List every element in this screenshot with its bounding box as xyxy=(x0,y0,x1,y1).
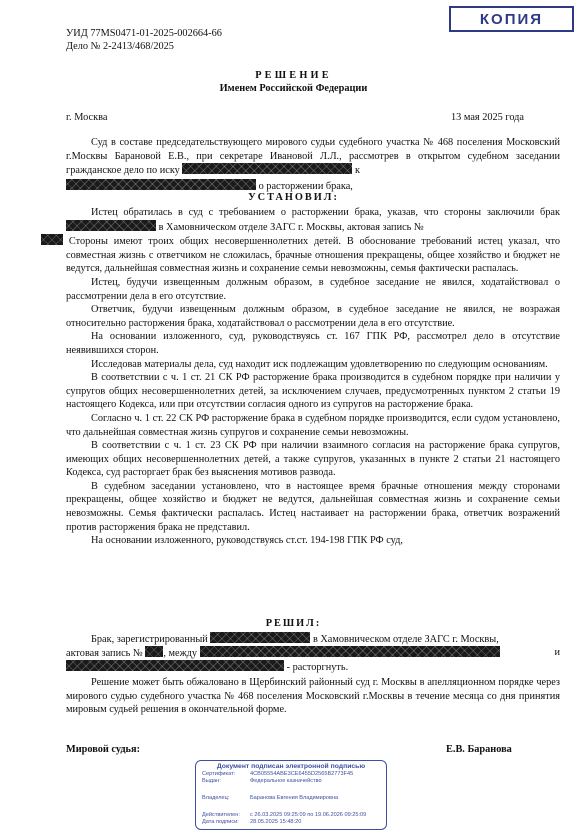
esign-owner: Баранова Евгения Владимировна xyxy=(250,795,339,801)
case-uid: УИД 77MS0471-01-2025-002664-66 xyxy=(66,28,222,39)
intro-text: Суд в составе председательствующего мирового судьи судебного участка № 468 поселения Московский г.Москвы Барановой Е.В., при секретаре Ивановой Л.Л., рассмотрев в открытом судебном заседании гражданское дело по иску xyxy=(66,137,560,177)
redacted-record-number xyxy=(41,234,63,245)
decided-c: актовая запись № xyxy=(66,648,143,659)
established-p8: В соответствии с ч. 1 ст. 23 СК РФ при наличии взаимного согласия на расторжение брака супругов, имеющих общих несовершеннолетних детей, а также супругов, указанных в пункте 2 статьи 21 настоящего Кодекса, суд расторгает брак без выяснения мотивов развода. xyxy=(66,440,560,479)
intro-tail: о расторжении брака, xyxy=(258,181,353,192)
case-number: Дело № 2-2413/468/2025 xyxy=(66,41,174,52)
intro-paragraph xyxy=(66,136,560,178)
redacted-party-1 xyxy=(200,646,500,657)
established-p1c: Стороны имеют троих общих несовершеннолетних детей. В обоснование требований истец указал, что совместная жизнь с ответчиком не сложилась, брачные отношения прекращены, общее хозяйство и бюджет не ведутся, дальнейшая совместная жизнь и сохранение семьи невозможны, семья фактически распалась. xyxy=(66,236,560,275)
redacted-party-2 xyxy=(66,660,284,671)
esign-issuer-label: Выдан: xyxy=(202,778,221,784)
section-established: УСТАНОВИЛ: xyxy=(248,192,339,203)
decided-e: и xyxy=(554,647,560,658)
judge-label: Мировой судья: xyxy=(66,744,141,755)
document-subtitle: Именем Российской Федерации xyxy=(219,83,368,94)
redacted-plaintiff xyxy=(182,163,352,174)
decided-d: , между xyxy=(163,648,198,659)
established-p2: Истец, будучи извещенным должным образом, в судебное заседание не явился, ходатайствовал о рассмотрении дела в его отсутствие. xyxy=(66,276,560,302)
established-p1b: в Хамовническом отделе ЗАГС г. Москвы, актовая запись № xyxy=(158,221,424,233)
decided-line-1 xyxy=(91,632,499,647)
decided-f: - расторгнуть. xyxy=(286,662,349,673)
decision-date: 13 мая 2025 года xyxy=(451,112,524,123)
esign-signed: 28.05.2025 15:48:20 xyxy=(250,819,302,825)
decided-b: в Хамовническом отделе ЗАГС г. Москвы, xyxy=(312,634,499,645)
established-p3: Ответчик, будучи извещенным должным образом, в судебное заседание не явился, не возражая относительно расторжения брака, ходатайствовал о рассмотрении дела в его отсутствие. xyxy=(66,304,560,329)
esign-valid: с 26.03.2025 09:25:09 по 19.06.2026 09:25:09 xyxy=(250,812,367,818)
established-p7: Согласно ч. 1 ст. 22 СК РФ расторжение брака в судебном порядке производится, если судом установлено, что дальнейшая совместная жизнь супругов и сохранение семьи невозможны. xyxy=(66,412,560,438)
esign-valid-label: Действителен: xyxy=(202,812,240,818)
established-section xyxy=(66,206,560,548)
redacted-record-number-2 xyxy=(145,646,163,657)
judge-name: Е.В. Баранова xyxy=(446,744,512,755)
redacted-defendant xyxy=(66,179,256,190)
decided-line-3 xyxy=(66,660,348,675)
established-p9: В судебном заседании установлено, что в настоящее время брачные отношения между сторонами прекращены, общее хозяйство и бюджет не ведутся, дальнейшая совместная жизнь и сохранение семьи невозможны. Семья фактически распалась. Истец настаивает на расторжении брака, ответчик возражений против расторжения брака не представил. xyxy=(66,480,560,533)
established-p1a: Истец обратилась в суд с требованием о расторжении брака, указав, что стороны заключили брак xyxy=(91,207,560,218)
document-title: РЕШЕНИЕ xyxy=(255,70,332,81)
established-p6: В соответствии с ч. 1 ст. 21 СК РФ расторжение брака производится в судебном порядке при наличии у супругов общих несовершеннолетних детей, за исключением случаев, предусмотренных пунктом 2 статьи 19 настоящего Кодекса, или при отсутствии согласия одного из супругов на расторжение брака. xyxy=(66,372,560,411)
section-decided: РЕШИЛ: xyxy=(265,618,322,629)
esign-cert: 4CB05554ABE3CE6455D2565B2773F45 xyxy=(250,771,354,777)
established-p10: На основании изложенного, руководствуясь ст.ст. 194-198 ГПК РФ суд, xyxy=(91,535,403,547)
established-p5: Исследовав материалы дела, суд находит иск подлежащим удовлетворению по следующим основаниям. xyxy=(91,358,548,370)
esign-signed-label: Дата подписи: xyxy=(202,819,239,825)
copy-stamp: КОПИЯ xyxy=(449,6,574,32)
intro-k: к xyxy=(355,165,361,177)
esign-title: Документ подписан электронной подписью xyxy=(216,763,366,770)
decided-line-2 xyxy=(66,646,560,661)
established-p4: На основании изложенного, суд, руководствуясь ст. 167 ГПК РФ, рассмотрел дело в отсутствие неявившихся сторон. xyxy=(66,331,560,356)
place: г. Москва xyxy=(66,112,108,123)
appeal-paragraph xyxy=(66,676,560,717)
esign-owner-label: Владелец: xyxy=(202,795,230,801)
electronic-signature-stamp xyxy=(195,760,387,830)
esign-issuer: Федеральное казначейство xyxy=(250,778,322,784)
decided-a: Брак, зарегистрированный xyxy=(91,634,208,645)
redacted-marriage-date xyxy=(66,220,156,231)
appeal-text: Решение может быть обжаловано в Щербинский районный суд г. Москвы в апелляционном порядке через мирового судью судебного участка № 468 поселения Московский г.Москвы в течение месяца со дня принятия мировым судьей решения в окончательной форме. xyxy=(66,677,560,716)
esign-cert-label: Сертификат: xyxy=(202,771,236,777)
redacted-registration-date xyxy=(210,632,310,643)
